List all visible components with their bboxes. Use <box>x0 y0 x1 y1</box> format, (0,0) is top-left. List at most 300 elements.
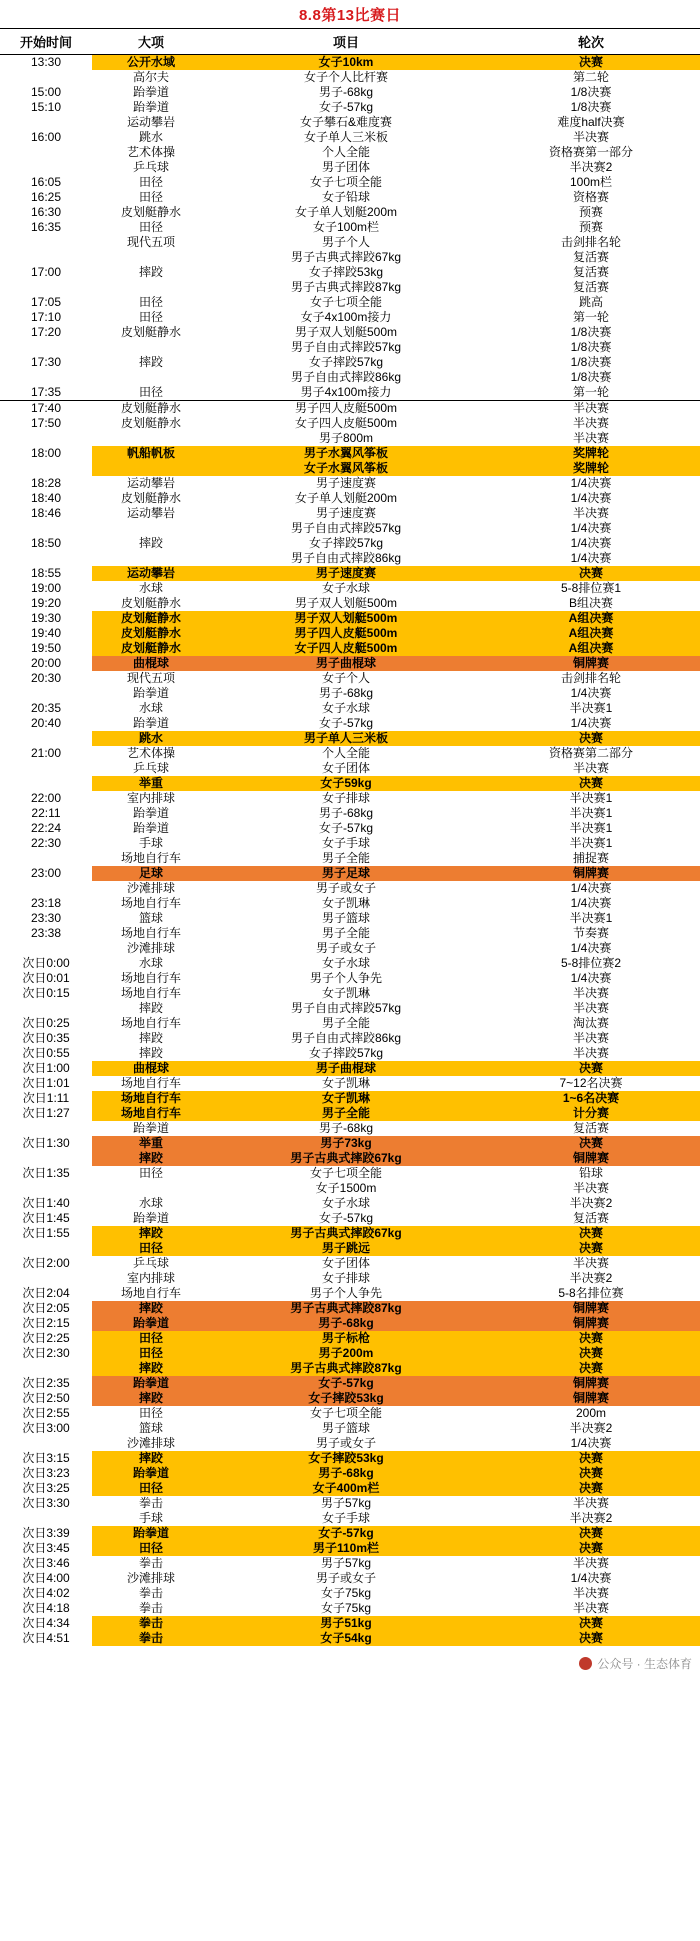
cell-start-time: 次日0:01 <box>22 971 70 985</box>
cell-start-time: 17:35 <box>0 385 92 401</box>
cell-round: 1/4决赛 <box>570 476 612 490</box>
cell-event: 女子-57kg <box>318 1211 374 1225</box>
page-title: 8.8第13比赛日 <box>298 7 402 24</box>
cell-round: 捕捉赛 <box>572 851 609 865</box>
cell-sport: 场地自行车 <box>120 926 181 940</box>
cell-start-time: 次日2:35 <box>22 1376 70 1390</box>
cell-start-time <box>0 761 92 776</box>
cell-round: 1/4决赛 <box>570 491 612 505</box>
cell-sport: 艺术体操 <box>126 746 175 760</box>
cell-event: 个人全能 <box>321 746 370 760</box>
cell-start-time: 20:40 <box>30 716 62 730</box>
cell-sport: 场地自行车 <box>120 1286 181 1300</box>
cell-sport: 皮划艇静水 <box>120 325 181 339</box>
cell-start-time: 17:50 <box>30 416 62 430</box>
table-row <box>0 1616 700 1631</box>
cell-start-time: 18:46 <box>30 506 62 520</box>
cell-start-time: 次日3:45 <box>22 1541 70 1555</box>
table-row <box>0 956 700 971</box>
table-row <box>0 1241 700 1256</box>
table-row <box>0 355 700 370</box>
cell-event: 女子摔跤53kg <box>308 265 384 279</box>
cell-round: 1/4决赛 <box>570 971 612 985</box>
cell-start-time: 次日1:00 <box>22 1061 70 1075</box>
cell-event: 女子75kg <box>320 1586 372 1600</box>
cell-sport: 田径 <box>138 175 163 189</box>
cell-round: 决赛 <box>482 731 700 746</box>
cell-sport: 跆拳道 <box>132 686 169 700</box>
cell-event: 男子足球 <box>210 866 482 881</box>
cell-round: 决赛 <box>482 1061 700 1076</box>
cell-event: 男子自由式摔跤86kg <box>290 370 402 384</box>
cell-start-time: 20:00 <box>30 656 62 670</box>
cell-start-time: 次日0:15 <box>22 986 70 1000</box>
cell-event: 男子个人 <box>321 235 370 249</box>
cell-sport: 手球 <box>138 1511 163 1525</box>
table-row <box>0 1586 700 1601</box>
cell-start-time: 17:20 <box>30 325 62 339</box>
cell-event: 女子单人划艇200m <box>294 491 398 505</box>
table-row <box>0 476 700 491</box>
cell-round: 决赛 <box>482 1241 700 1256</box>
cell-start-time: 次日3:23 <box>22 1466 70 1480</box>
cell-round: 1/8决赛 <box>570 85 612 99</box>
cell-event: 女子54kg <box>210 1631 482 1646</box>
cell-sport: 场地自行车 <box>92 1106 210 1121</box>
table-row <box>0 716 700 731</box>
cell-round: 1/4决赛 <box>570 1571 612 1585</box>
cell-sport: 高尔夫 <box>132 70 169 84</box>
cell-sport: 跆拳道 <box>132 806 169 820</box>
cell-event: 男子自由式摔跤86kg <box>290 1031 402 1045</box>
cell-round: 半决赛 <box>572 1001 609 1015</box>
cell-round: 决赛 <box>482 566 700 581</box>
cell-event: 女子凯琳 <box>321 986 370 1000</box>
cell-round: 决赛 <box>482 1526 700 1541</box>
cell-event: 女子排球 <box>321 791 370 805</box>
table-row <box>0 926 700 941</box>
cell-event: 女子水球 <box>321 956 370 970</box>
cell-start-time: 次日2:15 <box>22 1316 70 1330</box>
cell-start-time <box>0 431 92 446</box>
cell-round: 1/4决赛 <box>570 551 612 565</box>
cell-event: 男子古典式摔跤87kg <box>210 1361 482 1376</box>
cell-sport: 田径 <box>138 190 163 204</box>
cell-sport: 摔跤 <box>138 265 163 279</box>
cell-start-time: 22:00 <box>30 791 62 805</box>
cell-start-time <box>0 851 92 866</box>
cell-round: 第一轮 <box>572 310 609 324</box>
cell-start-time: 18:40 <box>30 491 62 505</box>
cell-start-time: 19:30 <box>30 611 62 625</box>
cell-start-time: 次日4:18 <box>22 1601 70 1615</box>
cell-event: 男子全能 <box>321 1016 370 1030</box>
cell-start-time: 16:25 <box>30 190 62 204</box>
cell-round: 决赛 <box>482 1616 700 1631</box>
cell-round: 节奏赛 <box>572 926 609 940</box>
cell-round: 第二轮 <box>572 70 609 84</box>
table-row <box>0 1421 700 1436</box>
cell-start-time: 21:00 <box>30 746 62 760</box>
cell-event: 男子自由式摔跤57kg <box>290 1001 402 1015</box>
table-row <box>0 1541 700 1556</box>
cell-round: 半决赛2 <box>569 1421 613 1435</box>
cell-event: 女子凯琳 <box>321 896 370 910</box>
table-row <box>0 1121 700 1136</box>
cell-round: 淘汰赛 <box>572 1016 609 1030</box>
cell-sport: 摔跤 <box>92 1151 210 1166</box>
cell-round: 半决赛1 <box>569 911 613 925</box>
cell-start-time <box>0 1001 92 1016</box>
cell-round: 击剑排名轮 <box>560 235 621 249</box>
cell-event: 女子-57kg <box>318 821 374 835</box>
cell-start-time: 17:05 <box>30 295 62 309</box>
cell-start-time <box>0 551 92 566</box>
cell-sport: 田径 <box>138 295 163 309</box>
cell-round: 半决赛2 <box>569 160 613 174</box>
cell-sport <box>92 551 210 566</box>
cell-event: 男子或女子 <box>315 941 376 955</box>
cell-event: 女子水翼风筝板 <box>210 461 482 476</box>
table-row <box>0 1346 700 1361</box>
cell-round: 半决赛2 <box>569 1196 613 1210</box>
cell-event: 男子自由式摔跤57kg <box>290 521 402 535</box>
cell-event: 男子110m栏 <box>210 1541 482 1556</box>
table-row <box>0 401 700 417</box>
table-row <box>0 491 700 506</box>
table-row <box>0 1271 700 1286</box>
cell-sport: 场地自行车 <box>120 851 181 865</box>
cell-sport: 拳击 <box>92 1631 210 1646</box>
table-row <box>0 250 700 265</box>
cell-start-time: 次日1:01 <box>22 1076 70 1090</box>
cell-round: 决赛 <box>482 1541 700 1556</box>
cell-sport: 皮划艇静水 <box>120 205 181 219</box>
table-row <box>0 1511 700 1526</box>
cell-round: 决赛 <box>482 1451 700 1466</box>
cell-event: 女子摔跤53kg <box>210 1451 482 1466</box>
cell-start-time <box>0 160 92 175</box>
cell-round: 资格赛第二部分 <box>548 746 633 760</box>
table-row <box>0 641 700 656</box>
cell-start-time: 次日2:55 <box>22 1406 70 1420</box>
cell-start-time: 次日3:15 <box>22 1451 70 1465</box>
cell-sport: 跆拳道 <box>132 1211 169 1225</box>
cell-round: 资格赛 <box>572 190 609 204</box>
cell-round: 半决赛2 <box>569 1271 613 1285</box>
cell-sport: 水球 <box>138 701 163 715</box>
table-row <box>0 1091 700 1106</box>
table-row <box>0 536 700 551</box>
cell-round: 决赛 <box>482 1466 700 1481</box>
cell-round: 1/8决赛 <box>570 100 612 114</box>
cell-round: A组决赛 <box>482 626 700 641</box>
cell-start-time <box>0 521 92 536</box>
cell-start-time: 18:28 <box>30 476 62 490</box>
cell-event: 女子排球 <box>321 1271 370 1285</box>
cell-event: 男子全能 <box>210 1106 482 1121</box>
table-header-row <box>0 29 700 55</box>
table-row <box>0 220 700 235</box>
cell-sport: 拳击 <box>92 1616 210 1631</box>
table-row <box>0 506 700 521</box>
cell-event: 男子四人皮艇500m <box>210 626 482 641</box>
table-row <box>0 340 700 355</box>
table-row <box>0 821 700 836</box>
cell-round: 复活赛 <box>572 250 609 264</box>
cell-start-time: 次日3:30 <box>22 1496 70 1510</box>
cell-event: 男子曲棍球 <box>210 656 482 671</box>
cell-round: 5-8名排位赛 <box>558 1286 624 1300</box>
cell-event: 女子手球 <box>321 1511 370 1525</box>
cell-start-time: 次日3:25 <box>22 1481 70 1495</box>
cell-event: 女子铅球 <box>321 190 370 204</box>
cell-event: 男子200m <box>210 1346 482 1361</box>
cell-round: A组决赛 <box>482 611 700 626</box>
cell-start-time: 次日2:30 <box>22 1346 70 1360</box>
cell-start-time: 19:00 <box>30 581 62 595</box>
table-row <box>0 100 700 115</box>
cell-start-time: 20:35 <box>30 701 62 715</box>
cell-sport: 拳击 <box>138 1496 163 1510</box>
cell-round: B组决赛 <box>568 596 613 610</box>
table-row <box>0 1226 700 1241</box>
cell-sport <box>92 370 210 385</box>
cell-start-time: 次日0:25 <box>22 1016 70 1030</box>
table-row <box>0 55 700 71</box>
cell-start-time <box>0 1361 92 1376</box>
cell-start-time: 次日1:55 <box>22 1226 70 1240</box>
cell-event: 男子曲棍球 <box>210 1061 482 1076</box>
cell-event: 女子4x100m接力 <box>300 310 392 324</box>
cell-event: 男子自由式摔跤86kg <box>290 551 402 565</box>
header-event: 项目 <box>210 29 482 55</box>
cell-event: 女子-57kg <box>210 1376 482 1391</box>
cell-sport: 拳击 <box>138 1556 163 1570</box>
cell-event: 男子4x100m接力 <box>210 385 482 401</box>
table-row <box>0 746 700 761</box>
cell-start-time: 13:30 <box>30 55 62 69</box>
cell-sport: 跆拳道 <box>92 1526 210 1541</box>
cell-start-time <box>0 1241 92 1256</box>
table-row <box>0 656 700 671</box>
cell-event: 男子水翼风筝板 <box>210 446 482 461</box>
cell-start-time: 19:50 <box>30 641 62 655</box>
cell-start-time <box>0 370 92 385</box>
table-row <box>0 551 700 566</box>
table-row <box>0 1301 700 1316</box>
cell-event: 女子团体 <box>321 1256 370 1270</box>
cell-round: 7~12名决赛 <box>559 1076 623 1090</box>
cell-sport: 水球 <box>138 581 163 595</box>
cell-round: 1/8决赛 <box>570 370 612 384</box>
cell-start-time <box>0 776 92 791</box>
cell-event: 男子单人三米板 <box>210 731 482 746</box>
table-row <box>0 596 700 611</box>
cell-event: 女子水球 <box>321 701 370 715</box>
cell-start-time: 16:05 <box>30 175 62 189</box>
cell-round: 预赛 <box>578 205 603 219</box>
cell-round: 半决赛 <box>572 130 609 144</box>
cell-event: 女子七项全能 <box>309 175 382 189</box>
cell-sport: 田径 <box>92 1241 210 1256</box>
cell-round: 100m栏 <box>569 175 613 189</box>
cell-round: 半决赛 <box>572 1496 609 1510</box>
table-row <box>0 1151 700 1166</box>
cell-sport: 曲棍球 <box>92 656 210 671</box>
table-row <box>0 416 700 431</box>
cell-event: 男子73kg <box>210 1136 482 1151</box>
cell-event: 男子全能 <box>321 926 370 940</box>
cell-round: 决赛 <box>482 1346 700 1361</box>
table-row <box>0 1631 700 1646</box>
cell-sport: 场地自行车 <box>120 986 181 1000</box>
cell-start-time: 23:18 <box>30 896 62 910</box>
cell-start-time <box>0 1121 92 1136</box>
cell-round: 半决赛 <box>572 1556 609 1570</box>
table-row <box>0 1196 700 1211</box>
cell-start-time: 次日0:00 <box>22 956 70 970</box>
cell-sport: 跆拳道 <box>132 716 169 730</box>
cell-start-time: 16:30 <box>30 205 62 219</box>
cell-sport: 摔跤 <box>138 1001 163 1015</box>
cell-round: 200m <box>575 1406 607 1420</box>
cell-event: 男子古典式摔跤67kg <box>210 1151 482 1166</box>
cell-start-time <box>0 1151 92 1166</box>
cell-sport: 跆拳道 <box>92 1316 210 1331</box>
cell-round: 半决赛1 <box>569 806 613 820</box>
table-row <box>0 1406 700 1421</box>
cell-round: 1/8决赛 <box>570 355 612 369</box>
cell-sport: 乒乓球 <box>132 761 169 775</box>
cell-start-time: 17:30 <box>30 355 62 369</box>
cell-start-time: 次日2:00 <box>22 1256 70 1270</box>
cell-sport <box>92 340 210 355</box>
cell-start-time: 次日0:55 <box>22 1046 70 1060</box>
cell-sport: 田径 <box>92 385 210 401</box>
cell-round: 击剑排名轮 <box>560 671 621 685</box>
cell-event: 女子-57kg <box>318 100 374 114</box>
cell-event: 女子攀石&难度赛 <box>299 115 392 129</box>
cell-event: 女子单人划艇200m <box>294 205 398 219</box>
cell-event: 男子-68kg <box>318 85 374 99</box>
cell-round: 难度half决赛 <box>557 115 625 129</box>
header-start-time: 开始时间 <box>0 29 92 55</box>
cell-event: 女子摔跤57kg <box>308 355 384 369</box>
table-row <box>0 145 700 160</box>
table-row <box>0 1496 700 1511</box>
cell-round: 复活赛 <box>572 265 609 279</box>
cell-sport: 运动攀岩 <box>126 115 175 129</box>
cell-round: 半决赛1 <box>569 836 613 850</box>
cell-sport: 摔跤 <box>92 1391 210 1406</box>
table-row <box>0 731 700 746</box>
cell-event: 男子自由式摔跤57kg <box>290 340 402 354</box>
cell-round: 半决赛1 <box>569 791 613 805</box>
cell-event: 女子100m栏 <box>312 220 380 234</box>
cell-sport: 场地自行车 <box>120 971 181 985</box>
cell-start-time: 次日1:11 <box>22 1091 70 1105</box>
table-row <box>0 1256 700 1271</box>
table-row <box>0 566 700 581</box>
table-row <box>0 581 700 596</box>
table-row <box>0 986 700 1001</box>
cell-sport: 皮划艇静水 <box>120 416 181 430</box>
table-row <box>0 205 700 220</box>
cell-round: 第一轮 <box>482 385 700 401</box>
cell-event: 男子个人争先 <box>309 1286 382 1300</box>
cell-round: 决赛 <box>482 1136 700 1151</box>
cell-sport: 田径 <box>92 1331 210 1346</box>
cell-sport: 拳击 <box>138 1586 163 1600</box>
cell-round: 资格赛第一部分 <box>548 145 633 159</box>
cell-event: 女子凯琳 <box>321 1076 370 1090</box>
cell-event: 男子全能 <box>321 851 370 865</box>
cell-sport: 篮球 <box>138 1421 163 1435</box>
cell-sport: 跆拳道 <box>92 1466 210 1481</box>
cell-sport <box>92 1181 210 1196</box>
cell-sport: 运动攀岩 <box>126 506 175 520</box>
cell-sport <box>92 461 210 476</box>
cell-round: 1/4决赛 <box>570 881 612 895</box>
cell-round: 1/4决赛 <box>570 521 612 535</box>
cell-sport: 皮划艇静水 <box>92 626 210 641</box>
cell-sport: 举重 <box>92 776 210 791</box>
table-row <box>0 160 700 175</box>
cell-event: 女子59kg <box>210 776 482 791</box>
cell-event: 男子个人争先 <box>309 971 382 985</box>
cell-round: 奖牌轮 <box>482 461 700 476</box>
cell-sport: 田径 <box>138 310 163 324</box>
cell-start-time: 次日3:00 <box>22 1421 70 1435</box>
cell-event: 女子七项全能 <box>309 1166 382 1180</box>
cell-sport: 手球 <box>138 836 163 850</box>
cell-round: 复活赛 <box>572 1211 609 1225</box>
table-row <box>0 1181 700 1196</box>
cell-start-time <box>0 145 92 160</box>
cell-sport: 皮划艇静水 <box>92 611 210 626</box>
cell-round: 1/8决赛 <box>570 325 612 339</box>
table-row <box>0 190 700 205</box>
cell-event: 男子-68kg <box>318 806 374 820</box>
cell-round: 复活赛 <box>572 1121 609 1135</box>
table-row <box>0 1481 700 1496</box>
cell-event: 男子-68kg <box>210 1316 482 1331</box>
cell-sport: 公开水域 <box>92 55 210 71</box>
table-row <box>0 806 700 821</box>
footer <box>0 1646 700 1676</box>
cell-event: 男子57kg <box>320 1496 372 1510</box>
cell-event: 女子四人皮艇500m <box>294 416 398 430</box>
cell-start-time: 次日1:45 <box>22 1211 70 1225</box>
cell-sport: 田径 <box>138 1166 163 1180</box>
cell-start-time: 16:35 <box>30 220 62 234</box>
cell-round: 半决赛 <box>572 1586 609 1600</box>
cell-event: 男子速度赛 <box>315 506 376 520</box>
cell-sport: 沙滩排球 <box>126 1571 175 1585</box>
cell-sport: 场地自行车 <box>92 1091 210 1106</box>
cell-sport: 沙滩排球 <box>126 1436 175 1450</box>
cell-round: 半决赛 <box>572 1256 609 1270</box>
table-row <box>0 836 700 851</box>
cell-round: 预赛 <box>578 220 603 234</box>
cell-sport: 室内排球 <box>126 1271 175 1285</box>
cell-event: 女子10km <box>210 55 482 71</box>
cell-sport: 摔跤 <box>138 1031 163 1045</box>
cell-sport <box>92 431 210 446</box>
table-row <box>0 461 700 476</box>
cell-event: 男子双人划艇500m <box>294 325 398 339</box>
